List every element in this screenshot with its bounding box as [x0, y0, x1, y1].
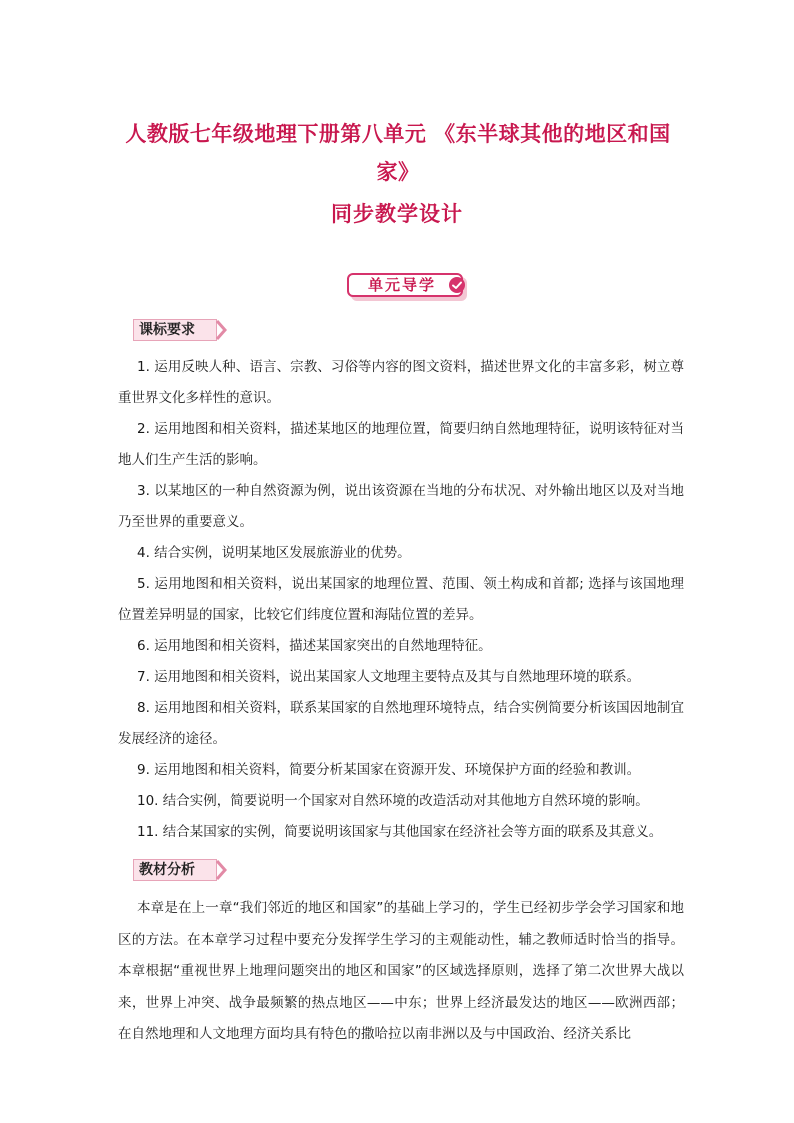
- section-heading: 教材分析: [139, 862, 195, 878]
- requirement-item: 2. 运用地图和相关资料，描述某地区的地理位置，简要归纳自然地理特征，说明该特征对当地人们生产生活的影响。: [118, 421, 684, 468]
- unit-guide-badge: [347, 273, 472, 301]
- check-circle-icon: [449, 277, 465, 293]
- requirement-item: 1. 运用反映人种、语言、宗教、习俗等内容的图文资料，描述世界文化的丰富多彩，树立尊重世界文化多样性的意识。: [118, 359, 684, 406]
- requirement-item: 5. 运用地图和相关资料，说出某国家的地理位置、范围、领土构成和首都; 选择与该国地理位置差异明显的国家，比较它们纬度位置和海陆位置的差异。: [118, 576, 684, 623]
- requirement-item: 9. 运用地图和相关资料，简要分析某国家在资源开发、环境保护方面的经验和教训。: [137, 762, 641, 778]
- unit-guide-label: 单元导学: [367, 276, 436, 294]
- requirement-item: 11. 结合某国家的实例，简要说明该国家与其他国家在经济社会等方面的联系及其意义。: [137, 824, 663, 840]
- requirement-item: 7. 运用地图和相关资料，说出某国家人文地理主要特点及其与自然地理环境的联系。: [137, 669, 641, 685]
- document-title-line-1: 人教版七年级地理下册第八单元 《东半球其他的地区和国: [125, 122, 671, 146]
- chevron-right-icon: [215, 319, 229, 341]
- requirement-item: 10. 结合实例，简要说明一个国家对自然环境的改造活动对其他地方自然环境的影响。: [137, 793, 649, 809]
- requirement-item: 3. 以某地区的一种自然资源为例，说出该资源在当地的分布状况、对外输出地区以及对当地乃至世界的重要意义。: [118, 483, 684, 530]
- requirement-item: 8. 运用地图和相关资料，联系某国家的自然地理环境特点，结合实例简要分析该国因地制宜发展经济的途径。: [118, 700, 684, 747]
- requirement-item: 6. 运用地图和相关资料，描述某国家突出的自然地理特征。: [137, 638, 492, 654]
- chevron-right-icon: [215, 859, 229, 881]
- analysis-paragraph: 本章是在上一章“我们邻近的地区和国家”的基础上学习的，学生已经初步学会学习国家和地区的方法。在本章学习过程中要充分发挥学生学习的主观能动性，辅之教师适时恰当的指导。本章根据“重视世界上地理问题突出的地区和国家”的区域选择原则，选择了第二次世界大战以来，世界上冲突、战争最频繁的热点地区——中东；世界上经济最发达的地区——欧洲西部；在自然地理和人文地理方面均具有特色的撒哈拉以南非洲以及与中国政治、经济关系比: [118, 900, 684, 1042]
- document-subtitle: 同步教学设计: [331, 202, 463, 226]
- requirement-item: 4. 结合实例，说明某地区发展旅游业的优势。: [137, 545, 411, 561]
- document-title-line-2: 家》: [376, 160, 420, 184]
- section-heading: 课标要求: [139, 322, 195, 338]
